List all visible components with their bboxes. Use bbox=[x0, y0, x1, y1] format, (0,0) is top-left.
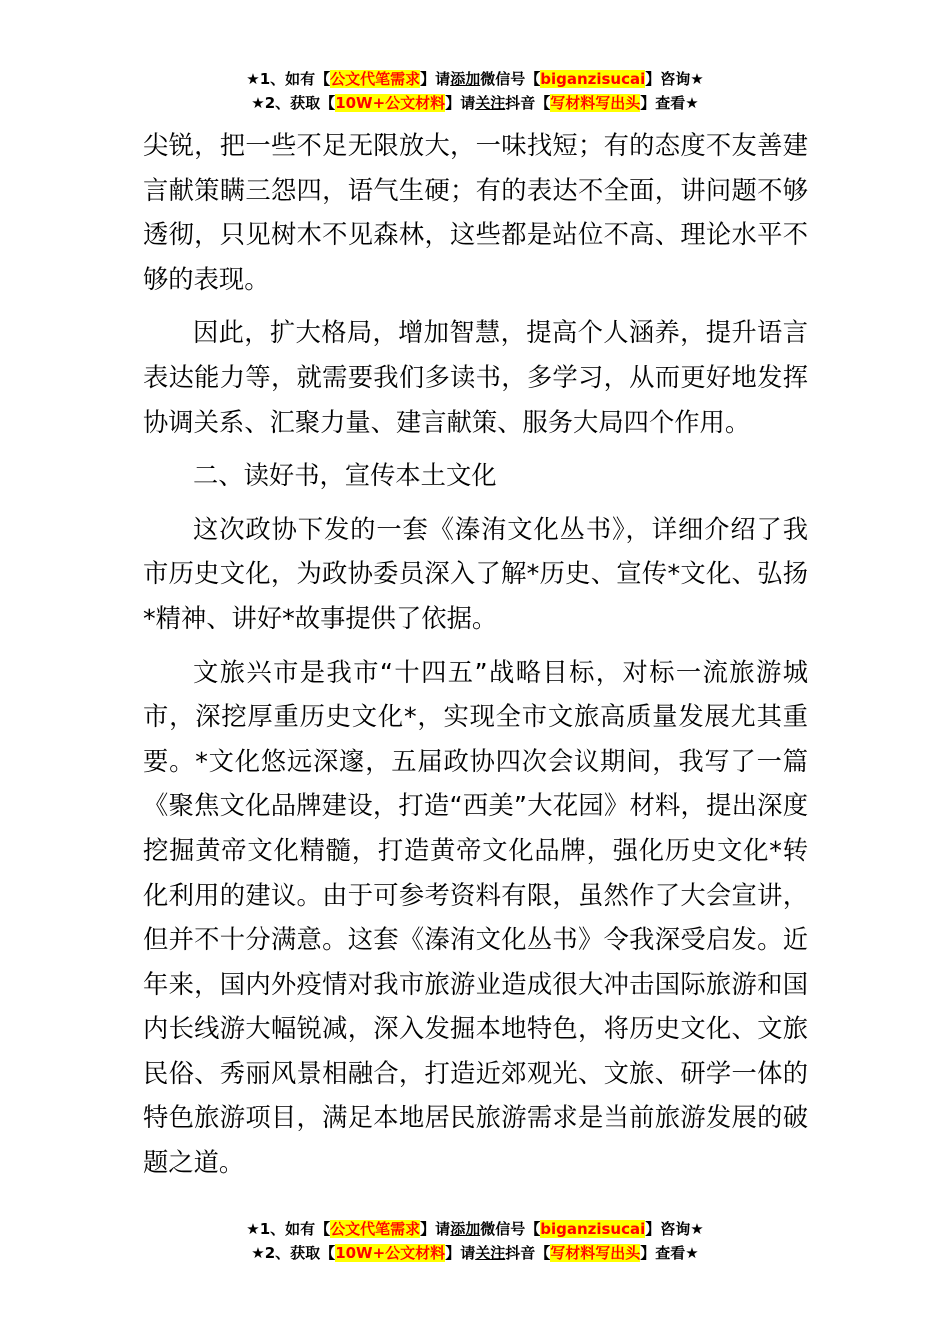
bottom-banner bbox=[0, 1217, 950, 1265]
highlight-douyin: 写材料写出头 bbox=[550, 1244, 641, 1262]
highlight-douyin: 写材料写出头 bbox=[550, 94, 641, 112]
banner-text: 微信号【 bbox=[480, 70, 541, 88]
paragraph: 文旅兴市是我市“十四五”战略目标，对标一流旅游城市，深挖厚重历史文化*，实现全市文旅高质量发展尤其重要。*文化悠远深邃，五届政协四次会议期间，我写了一篇《聚焦文化品牌建设，打造“西美”大花园》材料，提出深度挖掘黄帝文化精髓，打造黄帝文化品牌，强化历史文化*转化利用的建议。由于可参考资料有限，虽然作了大会宣讲，但并不十分满意。这套《溱洧文化丛书》令我深受启发。近年来，国内外疫情对我市旅游业造成很大冲击国际旅游和国内长线游大幅锐减，深入发掘本地特色，将历史文化、文旅民俗、秀丽风景相融合，打造近郊观光、文旅、研学一体的特色旅游项目，满足本地居民旅游需求是当前旅游发展的破题之道。 bbox=[143, 657, 808, 1178]
top-banner bbox=[0, 67, 950, 115]
banner-text: 】咨询★ bbox=[645, 1220, 704, 1238]
banner-line-1 bbox=[0, 1217, 950, 1241]
banner-text: ★1、如有【 bbox=[246, 70, 331, 88]
banner-text: 抖音【 bbox=[505, 1244, 551, 1262]
highlight-service: 公文代笔需求 bbox=[330, 70, 421, 88]
banner-line-2 bbox=[0, 91, 950, 115]
banner-line-2 bbox=[0, 1241, 950, 1265]
paragraph: 因此，扩大格局，增加智慧，提高个人涵养，提升语言表达能力等，就需要我们多读书，多学习，从而更好地发挥协调关系、汇聚力量、建言献策、服务大局四个作用。 bbox=[143, 318, 808, 437]
banner-text: 】请 bbox=[445, 1244, 476, 1262]
banner-text: ★2、获取【 bbox=[251, 94, 336, 112]
highlight-wechat-id: biganzisucai bbox=[540, 1220, 646, 1238]
section-heading: 二、读好书，宣传本土文化 bbox=[193, 461, 497, 491]
banner-line-1 bbox=[0, 67, 950, 91]
paragraph: 这次政协下发的一套《溱洧文化丛书》，详细介绍了我市历史文化，为政协委员深入了解*历史、宣传*文化、弘扬*精神、讲好*故事提供了依据。 bbox=[143, 514, 808, 633]
banner-text: ★1、如有【 bbox=[246, 1220, 331, 1238]
banner-text: 微信号【 bbox=[480, 1220, 541, 1238]
highlight-wechat-id: biganzisucai bbox=[540, 70, 646, 88]
banner-underlined: 添加 bbox=[450, 1220, 481, 1238]
banner-underlined: 关注 bbox=[475, 94, 506, 112]
highlight-materials: 10W+公文材料 bbox=[335, 1244, 446, 1262]
banner-text: 】请 bbox=[420, 70, 451, 88]
document-body bbox=[143, 124, 808, 1186]
banner-text: 】查看★ bbox=[640, 1244, 699, 1262]
banner-text: 】查看★ bbox=[640, 94, 699, 112]
banner-text: 】请 bbox=[420, 1220, 451, 1238]
highlight-materials: 10W+公文材料 bbox=[335, 94, 446, 112]
banner-text: 】咨询★ bbox=[645, 70, 704, 88]
banner-text: ★2、获取【 bbox=[251, 1244, 336, 1262]
banner-underlined: 关注 bbox=[475, 1244, 506, 1262]
banner-underlined: 添加 bbox=[450, 70, 481, 88]
paragraph: 尖锐，把一些不足无限放大，一味找短；有的态度不友善建言献策瞒三怨四，语气生硬；有的表达不全面，讲问题不够透彻，只见树木不见森林，这些都是站位不高、理论水平不够的表现。 bbox=[143, 131, 808, 294]
banner-text: 】请 bbox=[445, 94, 476, 112]
banner-text: 抖音【 bbox=[505, 94, 551, 112]
highlight-service: 公文代笔需求 bbox=[330, 1220, 421, 1238]
